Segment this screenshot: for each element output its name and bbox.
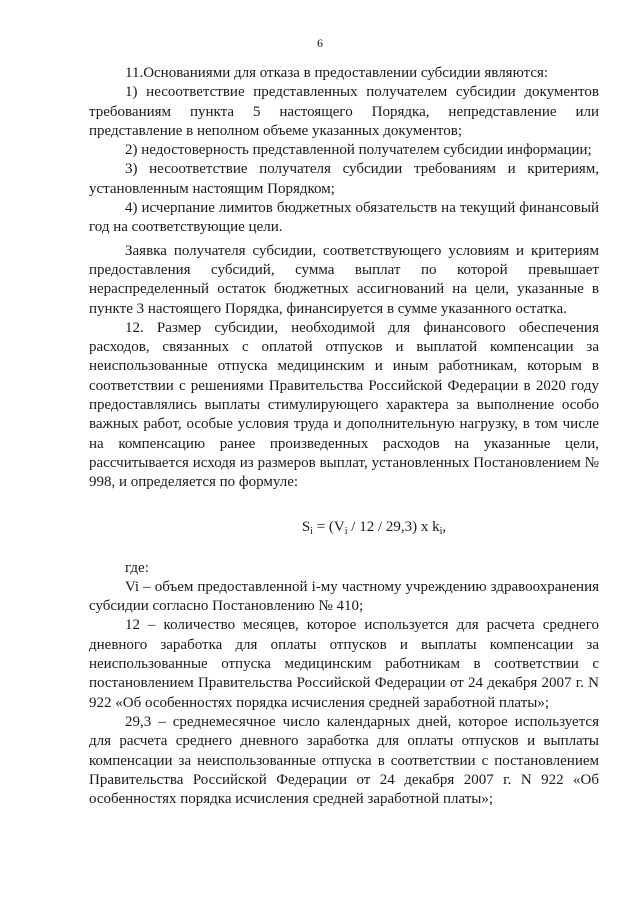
list-item-2: 2) недостоверность представленной получателем субсидии информации; bbox=[125, 142, 592, 159]
paragraph-12: 12. Размер субсидии, необходимой для финансового обеспечения расходов, связанных с оплатой отпусков и выплатой компенсации за неиспользованные отпуска медицинским и иным работникам, которым в соответствии с решениями Правительства Российской Федерации в 2020 году предоставлялись выплаты стимулирующего характера за выполнение особо важных работ, особые условия труда и дополнительную нагрузку, в том числе на компенсацию ранее произведенных расходов на указанные цели, рассчитывается исходя из размеров выплат, установленных Постановлением № 998, и определяется по формуле: bbox=[89, 319, 599, 491]
definition-vi: Vi – объем предоставленной i-му частному учреждению здравоохранения субсидии согласно Постановлению № 410; bbox=[89, 578, 599, 615]
list-item-1: 1) несоответствие представленных получателем субсидии документов требованиям пункта 5 настоящего Порядка, непредставление или представление в неполном объеме указанных документов; bbox=[89, 84, 599, 139]
formula-s-sub: i bbox=[310, 525, 313, 537]
paragraph-application: Заявка получателя субсидии, соответствующего условиям и критериям предоставления субсидий, сумма выплат по которой превышает нераспределенный остаток бюджетных ассигнований на цели, указанные в пункте 3 настоящего Порядка, финансируется в сумме указанного остатка. bbox=[89, 242, 599, 317]
formula-v-sub: i bbox=[344, 525, 348, 537]
formula-eq: = (V bbox=[312, 518, 345, 535]
formula-s: S bbox=[301, 518, 311, 535]
paragraph-11-heading: 11.Основаниями для отказа в предоставлении субсидии являются: bbox=[125, 65, 549, 81]
formula-rest: / 12 / 29,3) x k bbox=[347, 518, 440, 535]
formula bbox=[89, 519, 599, 537]
list-item-4: 4) исчерпание лимитов бюджетных обязательств на текущий финансовый год на соответствующие цели. bbox=[89, 200, 599, 236]
formula-k-sub: i bbox=[439, 525, 443, 537]
definition-12: 12 – количество месяцев, которое используется для расчета среднего дневного заработка для оплаты отпусков и выплаты компенсации за неиспользованные отпуска медицинским работникам в соответствии с постановлением Правительства Российской Федерации от 24 декабря 2007 г. N 922 «Об особенностях порядка исчисления средней заработной платы»; bbox=[89, 617, 599, 711]
definition-29-3: 29,3 – среднемесячное число календарных дней, которое используется для расчета среднего дневного заработка для оплаты отпусков и выплаты компенсации за неиспользованные отпуска в соответствии с постановлением Правительства Российской Федерации от 24 декабря 2007 г. N 922 «Об особенностях порядка исчисления средней заработной платы»; bbox=[89, 713, 599, 808]
where-label: где: bbox=[125, 559, 149, 576]
list-item-3: 3) несоответствие получателя субсидии требованиям и критериям, установленным настоящим Порядком; bbox=[89, 161, 599, 197]
document-body bbox=[89, 64, 599, 809]
page-number: 6 bbox=[317, 36, 323, 50]
formula-end: , bbox=[442, 518, 447, 535]
